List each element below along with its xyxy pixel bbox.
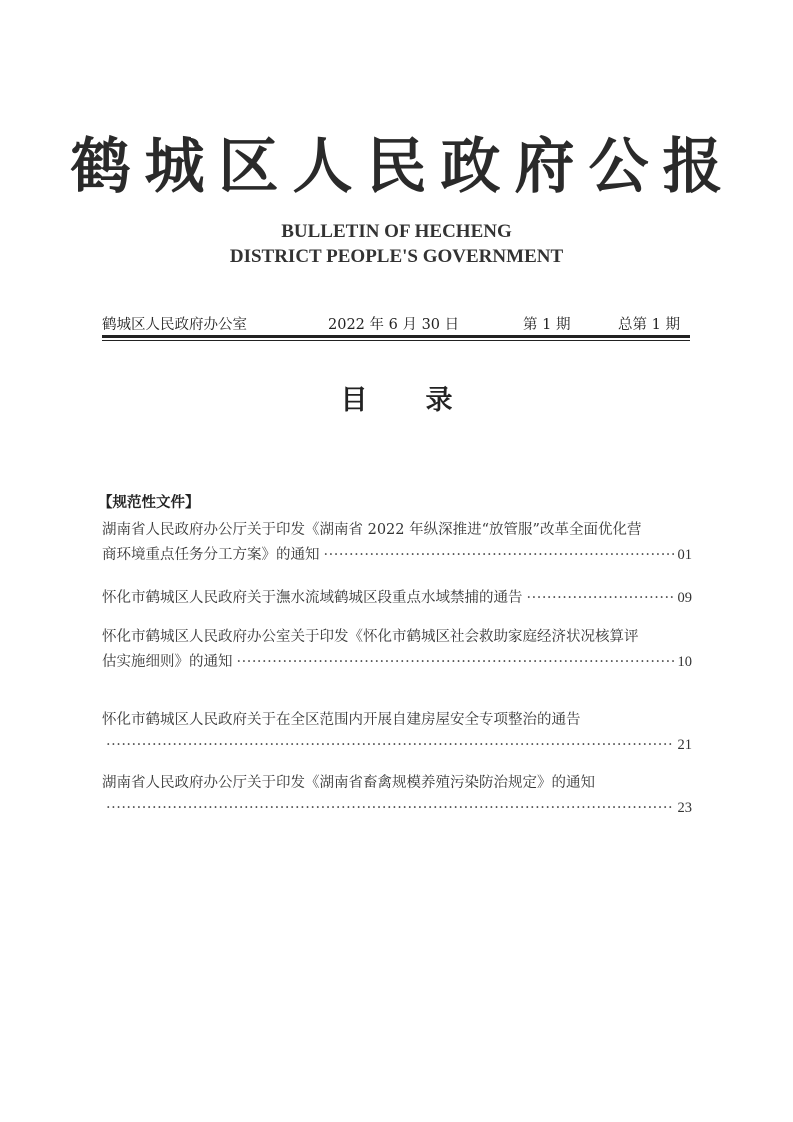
toc-entry[interactable]: [102, 586, 692, 611]
toc-leader-dots: [106, 733, 674, 758]
toc-entry-page: 09: [677, 590, 692, 606]
toc-entry-title-line-1: 怀化市鹤城区人民政府关于在全区范围内开展自建房屋安全专项整治的通告: [102, 712, 581, 728]
toc-entry-page: 01: [677, 547, 692, 563]
masthead-rule-thick: [102, 335, 690, 338]
section-heading: 【规范性文件】: [98, 495, 200, 511]
publisher: 鹤城区人民政府办公室: [102, 317, 247, 333]
title-english-line-2: DISTRICT PEOPLE'S GOVERNMENT: [229, 246, 564, 267]
toc-leader-dots: [324, 543, 674, 568]
toc-entry-page: 21: [677, 737, 692, 753]
toc-entry-title-line-1: 湖南省人民政府办公厅关于印发《湖南省畜禽规模养殖污染防治规定》的通知: [102, 775, 595, 791]
issue-number: 第 1 期: [523, 317, 571, 333]
title-english-line-1: BULLETIN OF HECHENG: [281, 221, 512, 242]
bulletin-title-chinese: 鹤城区人民政府公报: [70, 132, 737, 202]
total-issue-number: 总第 1 期: [618, 317, 680, 333]
toc-leader-dots: [106, 796, 674, 821]
toc-entry-page: 10: [677, 654, 692, 670]
publish-date: 2022 年 6 月 30 日: [328, 317, 460, 333]
toc-entry[interactable]: [102, 771, 692, 821]
masthead-rule-thin: [102, 340, 690, 341]
bulletin-title-english: [0, 219, 793, 269]
toc-entry[interactable]: [102, 708, 692, 758]
toc-entry-page: 23: [677, 800, 692, 816]
toc-title: 目录: [340, 385, 511, 416]
toc-entry-title-line-1: 湖南省人民政府办公厅关于印发《湖南省 2022 年纵深推进“放管服”改革全面优化营: [102, 522, 642, 538]
toc-leader-dots: [237, 650, 674, 675]
toc-entry-title: 怀化市鹤城区人民政府关于潕水流域鹤城区段重点水域禁捕的通告: [102, 590, 523, 606]
toc-entry-title-line-2: 商环境重点任务分工方案》的通知: [102, 547, 320, 563]
toc-entry-title-line-2: 估实施细则》的通知: [102, 654, 233, 670]
toc-entry[interactable]: [102, 518, 692, 568]
toc-entry[interactable]: [102, 625, 692, 675]
toc-leader-dots: [527, 586, 674, 611]
masthead: [102, 313, 690, 335]
toc-entry-title-line-1: 怀化市鹤城区人民政府办公室关于印发《怀化市鹤城区社会救助家庭经济状况核算评: [102, 629, 639, 645]
